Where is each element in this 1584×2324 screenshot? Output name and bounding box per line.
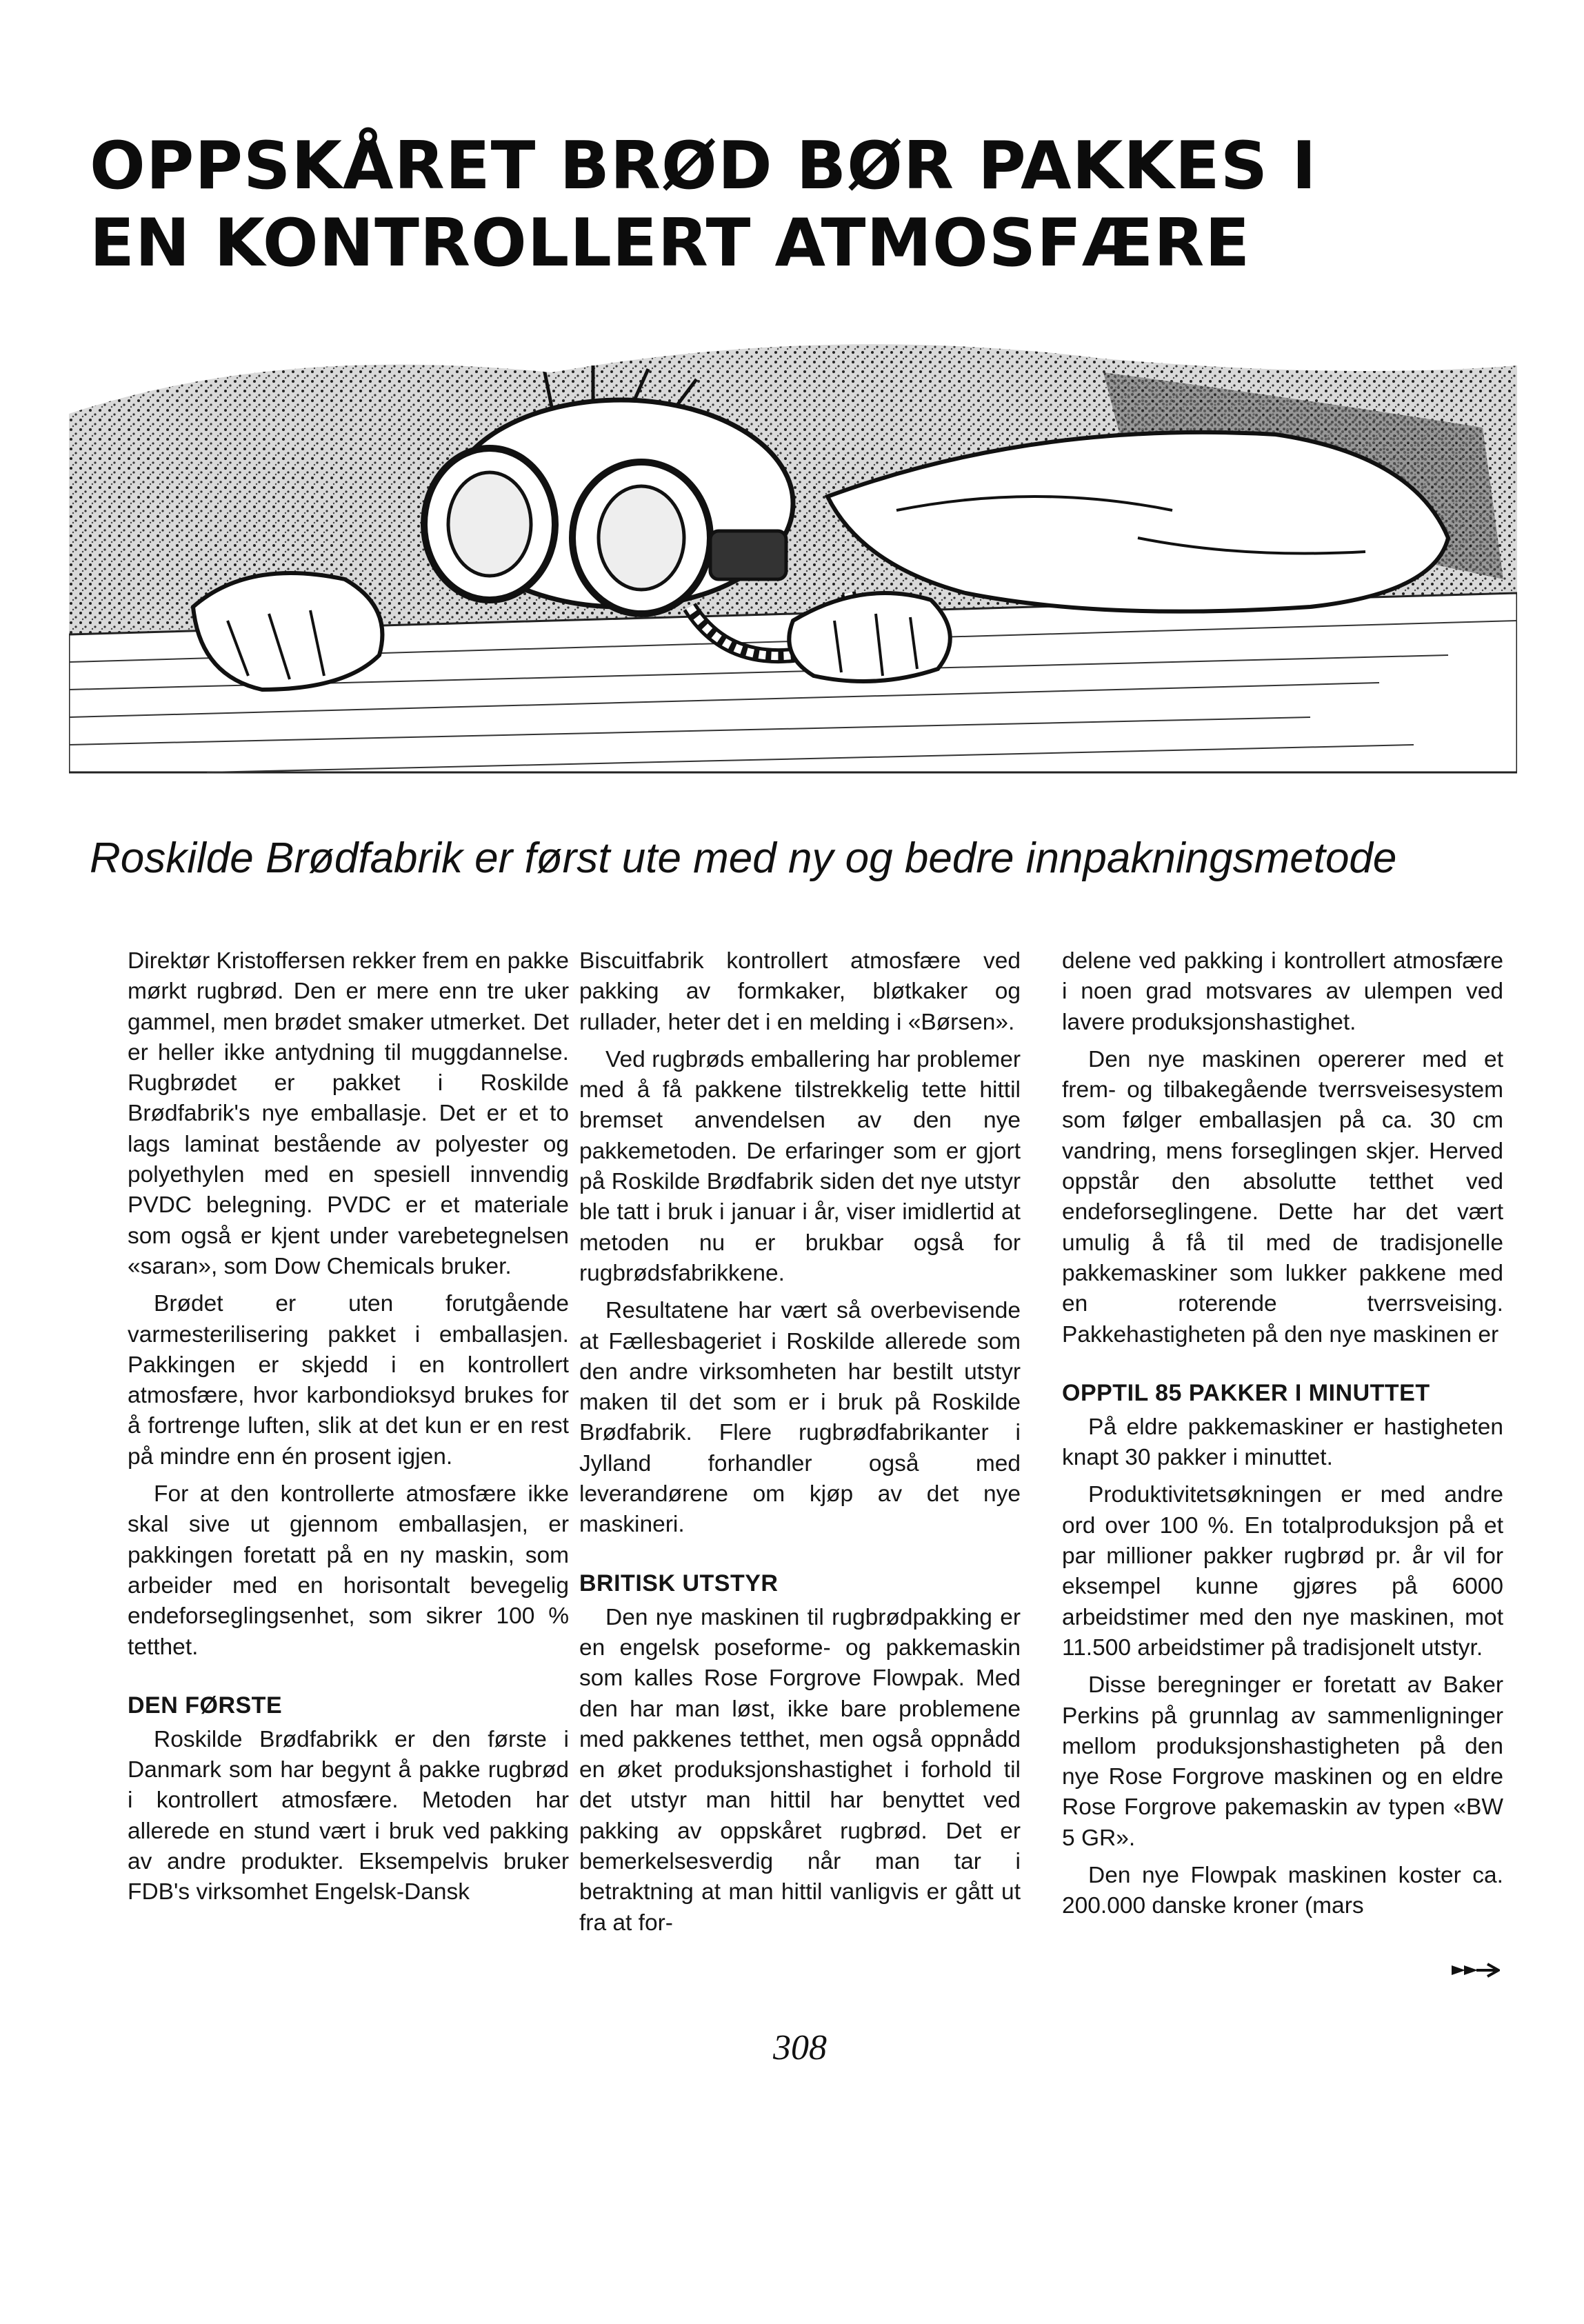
article-title — [90, 128, 1503, 282]
continue-arrow-icon — [1452, 1960, 1500, 1981]
section-heading: DEN FØRSTE — [128, 1692, 283, 1719]
text-column-3 — [1062, 946, 1503, 1929]
article-subtitle: Roskilde Brødfabrik er først ute med ny og bedre innpakningsmetode — [90, 834, 1397, 882]
title-line-1: OPPSKÅRET BRØD BØR PAKKES I — [90, 128, 1317, 204]
paragraph: Den nye Flowpak maskinen koster ca. 200.000 danske kroner (mars — [1062, 1863, 1503, 1919]
paragraph: For at den kontrollerte atmosfære ikke skal sive ut gjennom emballasjen, er pakkingen foretatt på en ny maskin, som arbeider med en horisontalt bevegelig endeforseglingsenhet, som sikrer 100 % tetthet. — [128, 1481, 569, 1660]
paragraph: Direktør Kristoffersen rekker frem en pakke mørkt rugbrød. Den er mere enn tre uker gammel, men brødet smaker utmerket. Det er heller ikke antydning til muggdannelse. Rugbrødet er pakket i Roskilde Brødfabrik's nye emballasje. Det er et to lags laminat bestående av polyester og polyethylen med en spesiell innvendig PVDC belegning. PVDC er et materiale som også er kjent under varebetegnelsen «saran», som Dow Chemicals bruker. — [128, 948, 569, 1279]
paragraph: På eldre pakkemaskiner er hastigheten knapt 30 pakker i minuttet. — [1062, 1414, 1503, 1471]
illustration-gas-mask-man-icon — [69, 331, 1517, 814]
text-column-1 — [128, 946, 569, 1915]
paragraph: Resultatene har vært så overbevisende at Fællesbageriet i Roskilde allerede som den andre virksomheten har bestilt utstyr maken til det som er i bruk på Roskilde Brødfabrik. Flere rugbrødfabrikanter i Jylland forhandler også med leverandørene om kjøp av det nye maskineri. — [579, 1298, 1021, 1538]
page-number: 308 — [773, 2028, 827, 2067]
paragraph: Den nye maskinen til rugbrødpakking er en engelsk poseforme- og pakkemaskin som kalles Rose Forgrove Flowpak. Med den har man løst, ikke bare problemene med pakkenes tetthet, men også oppnådd en øket produksjonshastighet i forhold til det utstyr man hittil har benyttet ved pakking av oppskåret rugbrød. Det er bemerkelsesverdig når man tar i betraktning at man hittil vanligvis er gått ut fra at for- — [579, 1604, 1021, 1936]
paragraph: Roskilde Brødfabrikk er den første i Danmark som har begynt å pakke rugbrød i kontrollert atmosfære. Metoden har allerede en stund vært i bruk ved pakking av andre produkter. Eksempelvis bruker FDB's virksomhet Engelsk-Dansk — [128, 1726, 569, 1905]
title-line-2: EN KONTROLLERT ATMOSFÆRE — [90, 206, 1251, 281]
paragraph: Biscuitfabrik kontrollert atmosfære ved pakking av formkaker, bløtkaker og rullader, heter det i en melding i «Børsen». — [579, 948, 1021, 1035]
section-heading: OPPTIL 85 PAKKER I MINUTTET — [1062, 1379, 1430, 1406]
paragraph: Brødet er uten forutgående varmesterilisering pakket i emballasjen. Pakkingen er skjedd i en kontrollert atmosfære, hvor karbondioksyd brukes for å fortrenge luften, slik at det kun er en rest på mindre enn én prosent igjen. — [128, 1291, 569, 1470]
text-column-2 — [579, 946, 1021, 1945]
section-heading: BRITISK UTSTYR — [579, 1570, 779, 1596]
paragraph: Disse beregninger er foretatt av Baker Perkins på grunnlag av sammenligninger mellom produksjonshastigheten på den nye Rose Forgrove maskinen og en eldre Rose Forgrove pakemaskin av typen «BW 5 GR». — [1062, 1672, 1503, 1851]
paragraph: Ved rugbrøds emballering har problemer med å få pakkene tilstrekkelig tette hittil bremset anvendelsen av den nye pakkemetoden. De erfaringer som er gjort på Roskilde Brødfabrik siden det nye utstyr ble tatt i bruk i januar i år, viser imidlertid at metoden nu er brukbar også for rugbrødsfabrikkene. — [579, 1046, 1021, 1286]
paragraph: Den nye maskinen opererer med et frem- og tilbakegående tverrsveisesystem som følger emballasjen på ca. 30 cm vandring, mens forseglingen skjer. Herved oppstår den absolutte tetthet ved endeforseglingene. Dette har det vært umulig å få til med de tradisjonelle pakkemaskiner som lukker pakkene med en roterende tverrsveising. Pakkehastigheten på den nye maskinen er — [1062, 1046, 1503, 1348]
paragraph: Produktivitetsøkningen er med andre ord over 100 %. En totalproduksjon på et par millioner pakker rugbrød pr. år vil for eksempel kunne gjøres på 6000 arbeidstimer med den nye maskinen, mot 11.500 arbeidstimer på tradisjonelt utstyr. — [1062, 1482, 1503, 1661]
paragraph: delene ved pakking i kontrollert atmosfære i noen grad motsvares av ulempen ved lavere produksjonshastighet. — [1062, 948, 1503, 1035]
